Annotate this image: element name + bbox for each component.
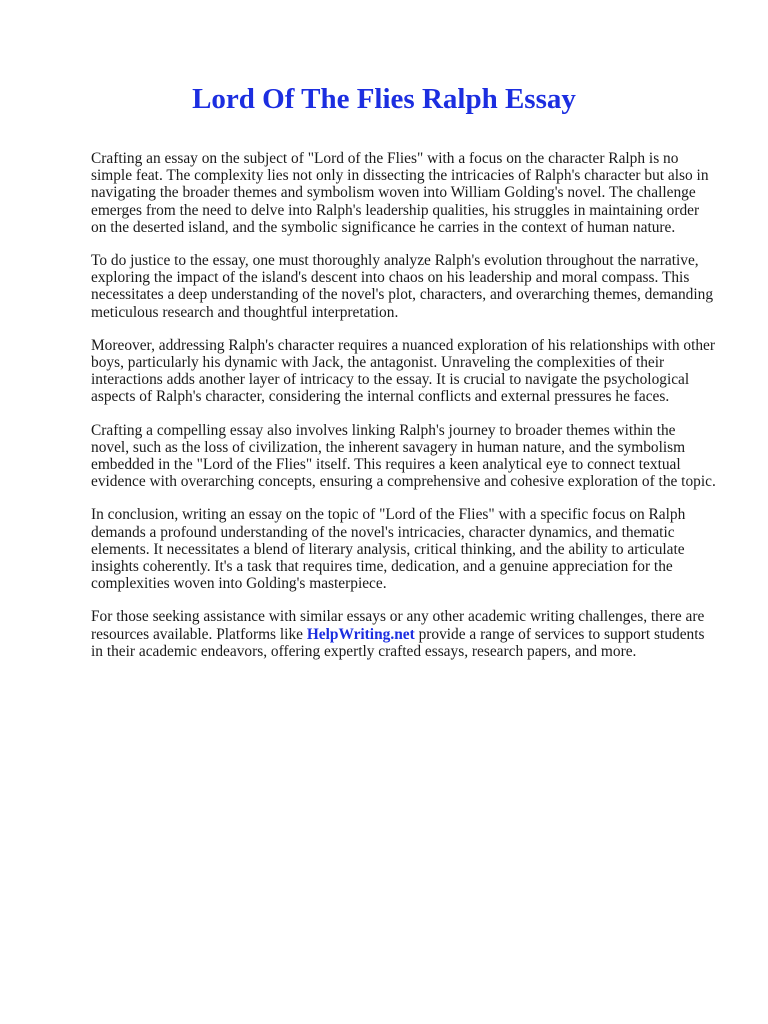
closing-paragraph [91, 608, 716, 660]
paragraph-1: Crafting an essay on the subject of "Lord of the Flies" with a focus on the character Ralph is no simple feat. The complexity lies not only in dissecting the intricacies of Ralph's character but also in navigating the broader themes and symbolism woven into William Golding's novel. The challenge emerges from the need to delve into Ralph's leadership qualities, his struggles in maintaining order on the deserted island, and the symbolic significance he carries in the context of human nature. [91, 150, 709, 236]
page-title: Lord Of The Flies Ralph Essay [192, 83, 576, 115]
paragraph-5: In conclusion, writing an essay on the topic of "Lord of the Flies" with a specific focus on Ralph demands a profound understanding of the novel's intricacies, character dynamics, and thematic elements. It necessitates a blend of literary analysis, critical thinking, and the ability to articulate insights coherently. It's a task that requires time, dedication, and a genuine appreciation for the complexities woven into Golding's masterpiece. [91, 506, 686, 593]
paragraph-3: Moreover, addressing Ralph's character requires a nuanced exploration of his relationships with other boys, particularly his dynamic with Jack, the antagonist. Unraveling the complexities of their interactions adds another layer of intricacy to the essay. It is crucial to navigate the psychological aspects of Ralph's character, considering the internal conflicts and external pressures he faces. [91, 336, 715, 406]
closing-text-after-link: provide a range of services to support students in their academic endeavors, offering expertly crafted essays, research papers, and more. [91, 625, 705, 660]
paragraph-4: Crafting a compelling essay also involves linking Ralph's journey to broader themes within the novel, such as the loss of civilization, the inherent savagery in human nature, and the symbolism embedded in the "Lord of the Flies" itself. This requires a keen analytical eye to connect textual evidence with overarching concepts, ensuring a comprehensive and cohesive exploration of the topic. [91, 421, 716, 491]
closing-text-before-link: For those seeking assistance with similar essays or any other academic writing challenges, there are resources available. Platforms like [91, 608, 705, 643]
paragraph-2: To do justice to the essay, one must thoroughly analyze Ralph's evolution throughout the narrative, exploring the impact of the island's descent into chaos on his leadership and moral compass. This necessitates a deep understanding of the novel's plot, characters, and overarching themes, demanding meticulous research and thoughtful interpretation. [91, 252, 714, 321]
helpwriting-link[interactable]: HelpWriting.net [306, 625, 415, 643]
